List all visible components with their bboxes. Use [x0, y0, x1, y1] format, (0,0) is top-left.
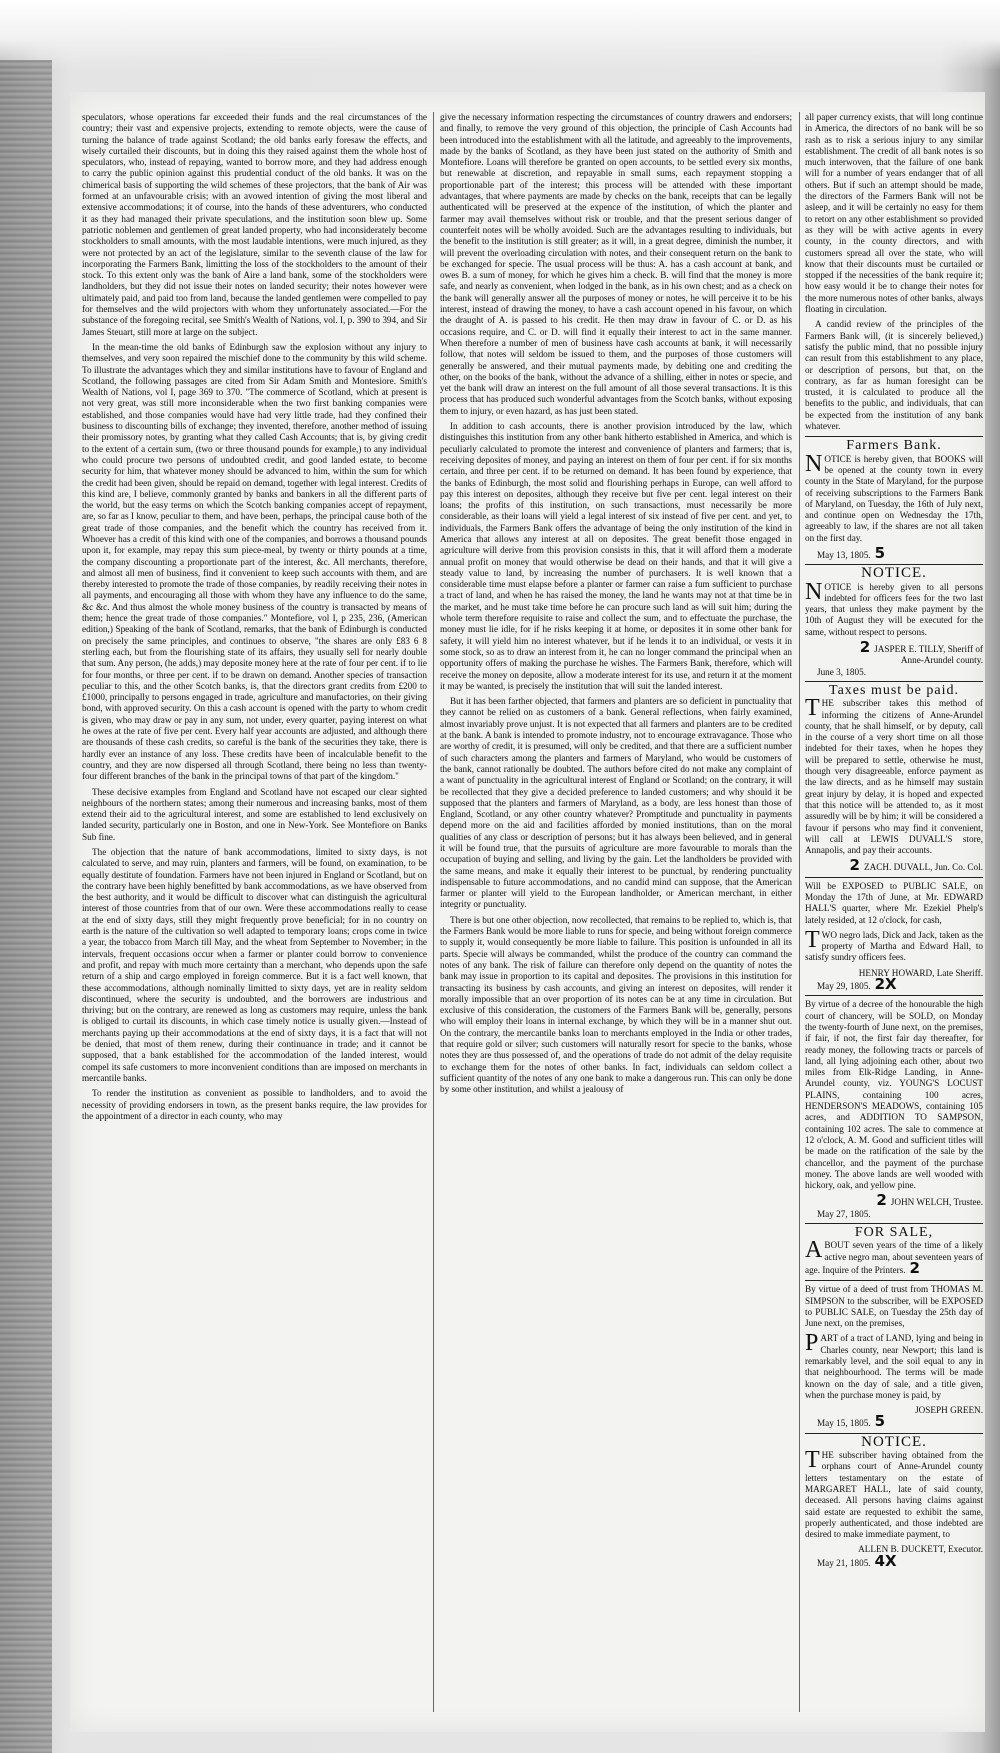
- ad-body-wrap: [805, 450, 983, 544]
- ad-body-wrap: [805, 1330, 983, 1401]
- ad-body-wrap: [805, 695, 983, 856]
- ad-date: [817, 543, 983, 562]
- ad-date: May 27, 1805.: [817, 1208, 871, 1219]
- ad-signer: [805, 638, 983, 667]
- drop-cap: T: [805, 926, 820, 953]
- handwritten-mark: 2: [849, 856, 860, 875]
- ad-signer: ALLEN B. DUCKETT, Executor.: [858, 1544, 983, 1555]
- ad-body: ART of a tract of LAND, lying and being in Charles county, near Newport; this land is remarkably level, and the soil equal to any in that neighbourhood. The terms will be made known on the day of sale, and a title given, when the purchase money is paid, by: [805, 1333, 983, 1400]
- paragraph: In addition to cash accounts, there is another provision introduced by the law, which distinguishes this institution from any other bank hitherto established in America, and which is peculiarly calculated to promote the interest and convenience of planters and farmers; that is, receiving deposites of money, and paying an interest on them of four per cent. if for six months certain, and three per cent. if to be returned on demand. It has been found by experience, that the banks of Edinburgh, the most solid and flourishing perhaps in Europe, can well afford to pay this interest on deposites, although they receive but five per cent. legal interest on their loans; the profits of this institution, on such transactions, must necessarily be more considerable, as their loans will yield a legal interest of six instead of five per cent. and yet, to individuals, the Farmers Bank offers the advantage of being the only institution of the kind in America that allows any interest at all on deposites. The great benefit those engaged in agriculture will derive from this provision consists in this, that it will afford them a moderate annual profit on money that would otherwise be dead on their hands, and that it will give a steady value to land, by increasing the number of purchasers. It is well known that a considerable time must elapse before a planter or farmer can raise a fum sufficient to purchase a tract of land, and when he has raised the money, the land he wants may not at that time be in the market, and he must take time before he can procure such land as will suit him; during the whole term therefore requisite to raise and collect the sum, and to effectuate the purchase, the money must lie idle, for if he risks keeping it at home, or deposites it in some other bank for safety, it will yield him no interest whatever, but if he lends it to an individual, or vests it in some stock, so as to draw an interest from it, he can no longer command the principal when an opportunity offers of making the purchase he wishes. The Farmers Bank, therefore, which will receive the money on deposite, allow a moderate interest for its use, and return it at the moment it may be wanted, is precisely the institution that will suit the landed interest.: [440, 421, 792, 691]
- ad-title: Farmers Bank.: [846, 438, 942, 454]
- drop-cap: P: [805, 1330, 819, 1357]
- column-rule: [433, 112, 434, 1712]
- column-1: [82, 112, 427, 1722]
- paragraph: speculators, whose operations far exceeded their funds and the real circumstances of the country; their vast and expensive projects, extending to remote objects, were the cause of turning the balance of trade against Scotland; the old banks early foresaw the effects, and wisely curtailed their discounts, but in doing this they raised against them the whole host of speculators, who, instead of repaying, wanted to borrow more, and they had address enough to carry the public opinion against this prudential conduct of the old banks. It was on the chimerical basis of supporting the wild schemes of these projectors, that the bank of Air was formed at an unfavourable crisis; with an avowed intention of giving the most liberal and extensive accommodations; it of course, into the hands of these adventurers, who conducted it as they had managed their private speculations, and the institution soon blew up. Some patriotic noblemen and gentlemen of great landed property, who had inconsiderately become stockholders to small amounts, with the most laudable intentions, were much injured, as they were not protected by an act of the legislature, similar to the seventh clause of the law for incorporating the Farmers Bank, limitting the loss of the stockholders to the amount of their stock. To this extent only was the bank of Aire a land bank, some of the stockholders were landholders, but they did not issue their notes on landed security; their notes however were ultimately paid, and paid too from land, because the landed gentlemen were compelled to pay for themselves and the wild projectors with whom they unfortunately associated.—For the substance of the foregoing recital, see Smith's Wealth of Nations, vol. I, p. 390 to 394, and Sir James Steuart, still more at large on the subject.: [82, 112, 427, 337]
- newspaper-page: [70, 92, 985, 1732]
- ad-date: [817, 1551, 983, 1570]
- ad-sale-negroes: [805, 877, 983, 993]
- ad-signer: JOSEPH GREEN.: [915, 1405, 983, 1416]
- signer-text: Anne-Arundel county.: [900, 655, 983, 666]
- paragraph: give the necessary information respecting the circumstances of country drawers and endorsers; and finally, to remove the very ground of this objection, the principle of Cash Accounts had been introduced into the establishment with all the latitude, and agreeably to the improvements, made by the banks of Scotland, as they have been just stated on the authority of Smith and Montefiore. Loans will therefore be granted on open accounts, to be settled every six months, but renewable at discretion, and repayable in small sums, each repayment stopping a proportionable part of the interest; this process will be attended with these important advantages, that where payments are made by checks on the bank, receipts that can be legally authenticated will be preserved at the expence of the institution, of which the planter and farmer may avail themselves without risk or trouble, and that the present serious danger of counterfeit notes will be wholly avoided. Such are the advantages resulting to individuals, but the benefit to the institution is still greater; as it will, in a great degree, diminish the number, it will prevent the overloading circulation with notes, and their consequent return on the bank to be exchanged for specie. The usual process will be thus: A. has a cash account at bank, and owes B. a sum of money, for which he gives him a check. B. will find that the money is more safe, and nearly as convenient, when lodged in the bank, as in his own chest; and as a check on the bank will generally answer all the purposes of money or notes, he will perceive it to be his interest, instead of drawing the money, to have a cash account opened in his favour, on which the draught of A. is passed to his credit. He then may draw in favour of C. or D. as his occasions require, and C. or D. will find it equally their interest to act in the same manner. When therefore a number of men of business have cash accounts at bank, it will necessarily follow, that notes will seldom be issued to them, and the purposes of those customers will generally be answered, and their mutual payments made, by debiting one and crediting the other, on the books of the bank, without the advance of a shilling, either in notes or specie, and yet the bank will draw an interest on the full amount of all those several transactions. It is this process that has produced such wonderful advantages from the Scotch banks, without exposing them to injury, or even hazard, as has just been stated.: [440, 112, 792, 416]
- ad-notice-fees: [805, 564, 983, 678]
- handwritten-mark: 4X: [874, 1551, 897, 1570]
- ad-for-sale: [805, 1223, 983, 1276]
- ad-body: BOUT seven years of the time of a likely active negro man, about seventeen years of age. Inquire of the Printers.: [805, 1240, 983, 1275]
- drop-cap: N: [805, 450, 823, 477]
- ad-date: [817, 975, 983, 994]
- ad-date-text: May 29, 1805.: [817, 981, 871, 992]
- ad-date: June 3, 1805.: [817, 666, 866, 677]
- ad-taxes: [805, 681, 983, 874]
- ad-signer: [805, 856, 983, 875]
- page-top-edge: [0, 0, 1000, 70]
- ad-title: FOR SALE,: [854, 1225, 934, 1241]
- ad-body: WO negro lads, Dick and Jack, taken as the property of Martha and Edward Hall, to satisfy sundry officers fees.: [805, 929, 983, 963]
- ad-title: NOTICE.: [861, 1433, 927, 1450]
- ad-body: HE subscriber having obtained from the orphans court of Anne-Arundel county letters testamentary on the estate of MARGARET HALL, late of said county, deceased. All persons having claims against said estate are requested to exhibit the same, properly authenticated, and those indebted are desired to make immediate payment, to: [805, 1450, 983, 1540]
- drop-cap: T: [805, 1447, 820, 1474]
- ad-intro: By virtue of a deed of trust from THOMAS M. SIMPSON to the subscriber, will be EXPOSED to PUBLIC SALE, on Tuesday the 25th day of June next, on the premises,: [805, 1284, 983, 1329]
- ad-title: NOTICE.: [861, 565, 927, 582]
- handwritten-mark: 5: [874, 543, 886, 562]
- handwritten-mark: 2: [909, 1258, 920, 1277]
- drop-cap: A: [805, 1237, 823, 1264]
- column-rule: [799, 112, 800, 1712]
- signer-text: JOHN WELCH, Trustee.: [890, 1197, 983, 1208]
- ad-body-wrap: [805, 578, 983, 638]
- book-binding: [0, 60, 52, 1753]
- handwritten-mark: 2X: [874, 975, 897, 994]
- paragraph: A candid review of the principles of the Farmers Bank will, (it is sincerely believed,) satisfy the public mind, that no possible injury can result from this establishment to any place, or description of persons, but that, on the contrary, as far as human foresight can be trusted, it is calculated to produce all the benefits to the public, and individuals, that can be expected from the institution of any bank whatever.: [805, 319, 983, 432]
- ad-body-wrap: [805, 1447, 983, 1540]
- handwritten-mark: 2: [859, 638, 871, 657]
- signer-text: JASPER E. TILLY, Sheriff of: [874, 644, 983, 655]
- drop-cap: N: [805, 578, 823, 605]
- ad-body: OTICE is hereby given, that BOOKS will be opened at the county town in every county in the State of Maryland, for the purpose of receiving subscriptions to the Farmers Bank of Maryland, on Tuesday, the 16th of July next, and continue open on Wednesday the 17th, agreeably to law, if the shares are not all taken on the first day.: [805, 453, 983, 543]
- signer-text: ZACH. DUVALL, Jun. Co. Col.: [863, 862, 983, 873]
- paragraph: These decisive examples from England and Scotland have not escaped our clear sighted neighbours of the northern states; among their numerous and increasing banks, most of them extend their aid to the agricultural interest, and some are established to lend exclusively on landed security, particularly one in Boston, and one in New-York. See Montefiore on Banks Sub fine.: [82, 786, 427, 842]
- ad-chancery-decree: [805, 995, 983, 1220]
- ad-body: OTICE is hereby given to all persons indebted for officers fees for the two last years, that unless they make payment by the 10th of August they will be executed for the same, without respect to persons.: [805, 581, 983, 637]
- ad-date-text: May 13, 1805.: [817, 549, 871, 560]
- ad-notice-estate: [805, 1433, 983, 1569]
- ad-body-wrap: [805, 1237, 983, 1277]
- handwritten-mark: 2: [876, 1191, 887, 1210]
- paragraph: all paper currency exists, that will long continue in America, the directors of no bank will be so rash as to risk a serious injury to any similar establishment. The credit of all bank notes is so much interwoven, that the failure of one bank will for a number of years endanger that of all others. But if such an attempt should be made, the directors of the Farmers Bank will not be asleep, and it will be certainly no easy for them to retort on any other establishment so provided as they will be with active agents in every county, in the county directors, and with customers spread all over the state, who will know that their discounts must be curtailed or stopped if the necessities of the bank require it; how easy would it be to change their notes for the more numerous notes of other banks, always floating in circulation.: [805, 112, 983, 315]
- ad-body-wrap: [805, 926, 983, 964]
- column-2: [440, 112, 792, 1722]
- paragraph: The objection that the nature of bank accommodations, limited to sixty days, is not calculated to serve, and may ruin, planters and farmers, will be found, on examination, to be equally destitute of foundation. Farmers have not been injured in England or Scotland, but on the contrary have been highly benefitted by bank accommodations, as we have observed from the best authority, and it would be difficult to discover what can distinguish the agricultural interest of those countries from that of our own. Were these accommodations really to cease at the end of sixty days, still they might frequently prove beneficial; for in no country on earth is the nature of the cultivation so well adapted to temporary loans; crops come in twice a year, the tobacco from March till May, and the wheat from September to November; in the intervals, frequent occasions occur when a farmer or planter could borrow to convenience and profit, and repay with much more certainty than a merchant, who depends upon the safe return of a ship and cargo employed in foreign commerce. But it is a fact well known, that these accommodations, although nominally limitted to sixty days, yet are in reality seldom discontinued, where the security is undoubted, and the borrowers are industrious and thriving; but on the contrary, are renewed as long as customers may require, unless the bank is obliged to curtail its discounts, in which case timely notice is usually given.—Instead of merchants paying up their accommodations at the end of sixty days, it is a fact that will not be denied, that most of them renew, during their continuance in trade; and it cannot be supposed, that a bank established for the accommodation of the landed interest, would compel its safe customers to more inconvenient conditions than are imposed on merchants in mercantile banks.: [82, 847, 427, 1083]
- ad-body: HE subscriber takes this method of informing the citizens of Anne-Arundel county, that he shall himself, or by deputy, call in the course of a very short time on all those indebted for their taxes, when he hopes they will be prepared to settle, otherwise he must, though very disagreeable, enforce payment as the law directs, and as he himself may sustain great injury by delay, it is hoped and expected that this notice will be attended to, as it most assuredly will be by him; it will be considered a favour if persons who may find it convenient, will call at LEWIS DUVALL'S store, Annapolis, and pay their accounts.: [805, 698, 983, 856]
- ad-deed-of-trust: [805, 1280, 983, 1430]
- paragraph: To render the institution as convenient as possible to landholders, and to avoid the necessity of providing endorsers in town, as the present banks require, the law provides for the appointment of a director in each county, who may: [82, 1088, 427, 1121]
- paragraph: In the mean-time the old banks of Edinburgh saw the explosion without any injury to themselves, and very soon repaired the mischief done to the community by this wild scheme. To illustrate the advantages which they and similar institutions have to favour of England and Scotland, the following passages are cited from Sir Adam Smith and Montesiore. Smith's Wealth of Nations, vol I, page 369 to 370. "The commerce of Scotland, which at present is not very great, was still more inconsiderable when the two first banking companies were established, and those companies would have had very little trade, had they confined their business to discounting bills of exchange; they invented, therefore, another method of issuing their promissory notes, by granting what they called Cash Accounts; that is, by giving credit to the extent of a certain sum, (two or three thousand pounds for example,) to any individual who could procure two persons of undoubted credit, and good landed estate, to become security for him, that whatever money should be advanced to him, within the sum for which the credit had been given, should be repaid on demand, together with legal interest. Credits of this kind are, I believe, commonly granted by banks and bankers in all the different parts of the world, but the easy terms on which the Scotch banking companies accept of repayment, are, so far as I know, peculiar to them, and have been, perhaps, the principal cause both of the great trade of those companies, and the benefit which the country has received from it. Whoever has a credit of this kind with one of the companies, and borrows a thousand pounds upon it, for example, may repay this sum piece-meal, by twenty or thirty pounds at a time, the company discounting a proportionate part of the interest, &c. All merchants, therefore, and almost all men of business, find it convenient to keep such accounts with them, and are thereby interested to promote the trade of those companies, by readily receiving their notes in all payments, and encouraging all those with whom they have any influence to do the same, &c &c. And thus almost the whole money business of the country is transacted by means of them; hence the great trade of those companies." Montefiore, vol I, p 235, 236, (American edition,) Speaking of the bank of Scotland, remarks, that the bank of Edinburgh is conducted on precisely the same principles, and continues to observe, "the shares are only £83 6 8 sterling each, but from the flourishing state of its affairs, they usually sell for nearly double that sum. Any person, (he adds,) may deposite money here at the rate of four per cent. if to lie for four months, or three per cent. if to be drawn on demand. Another species of transaction peculiar to this, and the other Scotch banks, is, that the directors grant credits from £200 to £1000, principally to persons engaged in trade, agriculture and manufactories, on their giving bond, with approved security. On this a cash account is opened with the party to whom credit is given, who may draw or pay in any sum, not under, every quarter, paying interest on what he owes at the rate of five per cent. Every half year accounts are adjusted, and although there are thousands of these cash credits, so careful is the bank of the securities they take, there is hardly ever an instance of any loss. These credits have been of incalculable benefit to the country, and they are now dispersed all through Scotland, there being no less than twenty-four different branches of the bank in the principal towns of that part of the kingdom.": [82, 341, 427, 782]
- paragraph: But it has been farther objected, that farmers and planters are so deficient in punctuality that they cannot be relied on as customers of a bank. General reflections, when fairly examined, almost invariably prove unjust. It is not expected that all farmers and planters are to be credited at the bank. A bank is intended to promote industry, not to encourage extravagance. Those who are worthy of credit, it is presumed, will only be credited, and that there are a sufficient number of such characters among the planters and farmers of Maryland, who would be customers of the bank, cannot rationally be doubted. The authors before cited do not make any complaint of a want of punctuality in the agricultural interest of England or Scotland; on the contrary, it will be recollected that they give a decided preference to landed customers; and why should it be supposed that the planters and farmers of Maryland, as a body, are less honest than those of England, Scotland, or any other country whatever? Promptitude and punctuality in payments depend more on the aid and facilities afforded by monied institutions, than on the moral qualities of any class or description of persons; but it has always been believed, and in general it will be found true, that the pursuits of agriculture are more favourable to morals than the occupation of buying and selling, and living by the gain. Let the landholders be provided with the same means, and make it equally their interest to be punctual, by rendering punctuality indispensable to future accommodations, and no candid mind can suppose, that the American farmer or planter will yield to the European landholder, or American merchant, in either integrity or punctuality.: [440, 696, 792, 910]
- column-3: [805, 112, 983, 1722]
- paragraph: There is but one other objection, now recollected, that remains to be replied to, which is, that the Farmers Bank would be more liable to runs for specie, and being without foreign commerce to supply it, would consequently be more liable to failure. This position is unfounded in all its parts. Specie will always be commanded, whilst the produce of the country can command the notes of any bank. The risk of failure can therefore only depend on the quantity of notes the bank may issue in proportion to its capital and deposites. The provisions in this institution for transacting its business by cash accounts, and giving an interest on deposites, will render it morally impossible that an over proportion of its notes can be at any time in circulation. But exclusive of this consideration, the customers of the Farmers Bank will be, generally, persons who will employ their loans in internal exchange, by which they will be in a manner shut out. On the contrary, the mercantile banks loan to merchants employed in the India or other trades, that require gold or silver; such customers will naturally resort for specie to the banks, whose notes they are thus possessed of, and the operations of trade do not admit of the delay requisite to exchange them for the notes of other banks. In fact, individuals can seldom collect a sufficient quantity of the notes of any one bank to make a dangerous run. This can only be done by some other institution, and whilst a jealousy of: [440, 914, 792, 1095]
- ad-intro: Will be EXPOSED to PUBLIC SALE, on Monday the 17th of June, at Mr. EDWARD HALL'S quarter, where Mr. Ezekiel Phelp's lately resided, at 12 o'clock, for cash,: [805, 880, 983, 925]
- ad-date-text: May 21, 1805.: [817, 1557, 871, 1568]
- ad-date: [817, 1412, 983, 1431]
- ad-body: By virtue of a decree of the honourable the high court of chancery, will be SOLD, on Monday the twenty-fourth of June next, on the premises, if fair, if not, the first fair day thereafter, for ready money, the following tracts or parcels of land, all lying adjoining each other, about two miles from Elk-Ridge Landing, in Anne-Arundel county, viz. YOUNG'S LOCUST PLAINS, containing 100 acres, HENDERSON'S MEADOWS, containing 105 acres, and ADDITION TO SAMPSON, containing 102 acres. The sale to commence at 12 o'clock, A. M. Good and sufficient titles will be made on the ratification of the sale by the chancellor, and the payment of the purchase money. The above lands are well wooded with hickory, oak, and yellow pine.: [805, 999, 983, 1191]
- drop-cap: T: [805, 695, 820, 722]
- ad-date-text: May 15, 1805.: [817, 1418, 871, 1429]
- ad-farmers-bank: [805, 436, 983, 561]
- handwritten-mark: 5: [874, 1412, 886, 1431]
- ad-signer: [805, 1191, 983, 1210]
- ad-signer: HENRY HOWARD, Late Sheriff.: [858, 967, 983, 978]
- ad-title: Taxes must be paid.: [829, 682, 959, 698]
